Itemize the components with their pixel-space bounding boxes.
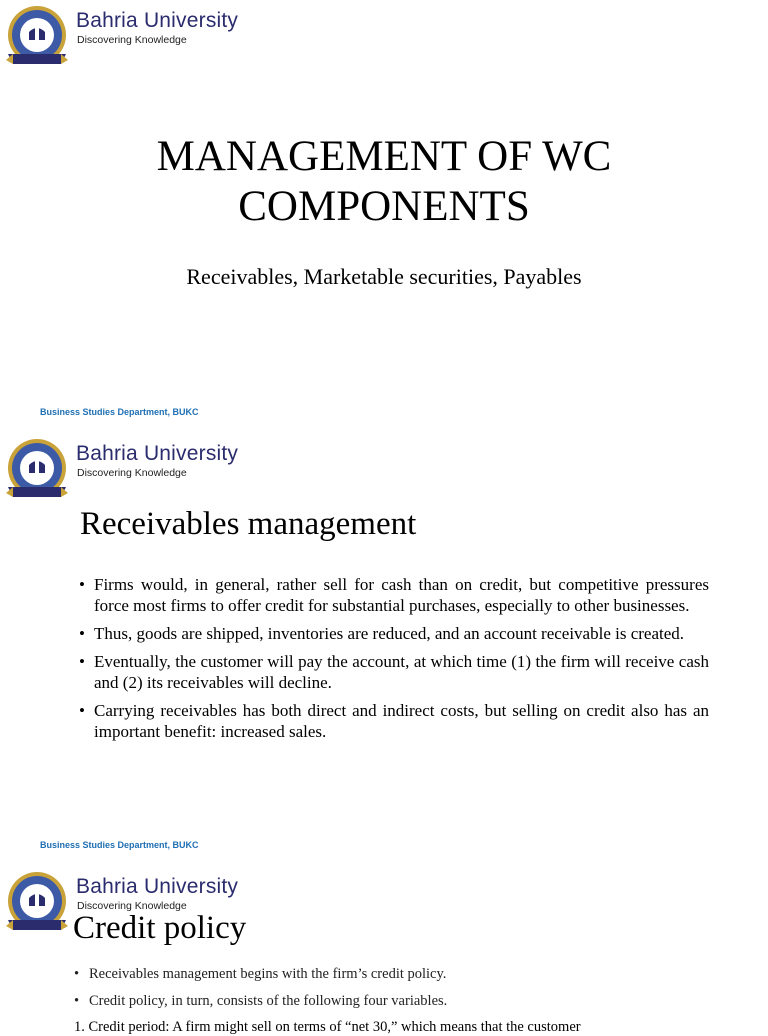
university-seal-icon [4, 437, 72, 503]
numbered-item-partial: 1. Credit period: A firm might sell on terms of “net 30,” which means that the customer [74, 1019, 581, 1035]
slide-footer: Business Studies Department, BUKC [40, 407, 199, 417]
university-seal-icon [4, 4, 72, 70]
slide-credit-policy [0, 866, 768, 1035]
university-name: Bahria University [76, 442, 239, 465]
bullet-item: • Credit policy, in turn, consists of the following four variables. [74, 992, 714, 1010]
university-seal-icon [4, 870, 72, 936]
title-line-1: MANAGEMENT OF WC [156, 133, 612, 180]
bullet-list [74, 965, 714, 1019]
bullet-item: • Thus, goods are shipped, inventories are reduced, and an account receivable is created. [79, 623, 709, 644]
bullet-list [79, 574, 709, 749]
slide-heading: Credit policy [73, 910, 247, 946]
university-logo [4, 437, 274, 507]
title-line-2: COMPONENTS [238, 183, 530, 230]
university-tagline: Discovering Knowledge [77, 467, 187, 479]
slide-title-heading [0, 132, 768, 232]
slide-title [0, 0, 768, 428]
slide-footer: Business Studies Department, BUKC [40, 840, 199, 850]
bullet-item: • Carrying receivables has both direct and indirect costs, but selling on credit also has an important benefit: increased sales. [79, 700, 709, 742]
university-tagline: Discovering Knowledge [77, 900, 187, 912]
slide-subtitle: Receivables, Marketable securities, Payables [186, 264, 582, 289]
bullet-item: • Eventually, the customer will pay the account, at which time (1) the firm will receive cash and (2) its receivables will decline. [79, 651, 709, 693]
bullet-item: • Firms would, in general, rather sell for cash than on credit, but competitive pressures force most firms to offer credit for substantial purchases, especially to other businesses. [79, 574, 709, 616]
university-tagline: Discovering Knowledge [77, 34, 187, 46]
university-name: Bahria University [76, 9, 239, 32]
bullet-item: • Receivables management begins with the firm’s credit policy. [74, 965, 714, 983]
university-name: Bahria University [76, 875, 239, 898]
university-logo [4, 4, 274, 74]
slide-heading: Receivables management [80, 506, 417, 542]
slide-receivables-management [0, 433, 768, 857]
